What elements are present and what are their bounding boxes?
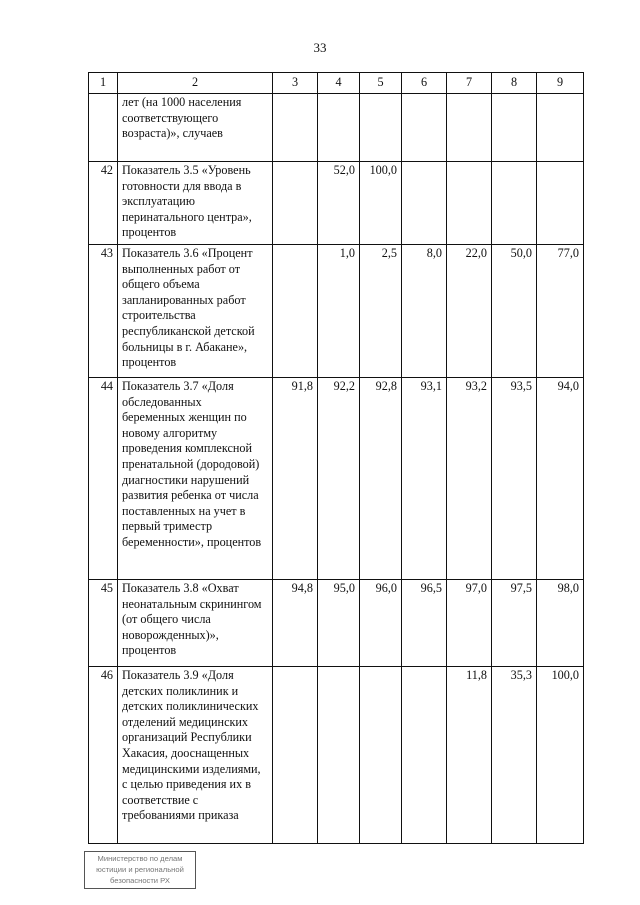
row-number: 46: [89, 667, 118, 844]
indicator-description: Показатель 3.5 «Уровень готовности для ввода в эксплуатацию перинатального центра», процентов: [118, 162, 273, 245]
value-cell: [360, 94, 402, 162]
row-number: [89, 94, 118, 162]
value-cell: 52,0: [318, 162, 360, 245]
value-cell: 22,0: [447, 245, 492, 378]
indicator-description: лет (на 1000 населения соответствующего возраста)», случаев: [118, 94, 273, 162]
value-cell: 35,3: [492, 667, 537, 844]
value-cell: 91,8: [273, 378, 318, 580]
table-row: [89, 245, 584, 378]
value-cell: 96,0: [360, 580, 402, 667]
value-cell: 93,1: [402, 378, 447, 580]
column-header: 6: [402, 73, 447, 94]
value-cell: 94,8: [273, 580, 318, 667]
value-cell: [537, 162, 584, 245]
value-cell: [447, 94, 492, 162]
value-cell: 100,0: [360, 162, 402, 245]
registration-stamp: [84, 851, 196, 889]
table-header-row: [89, 73, 584, 94]
value-cell: [492, 162, 537, 245]
value-cell: 97,0: [447, 580, 492, 667]
value-cell: 2,5: [360, 245, 402, 378]
column-header: 2: [118, 73, 273, 94]
value-cell: 94,0: [537, 378, 584, 580]
column-header: 7: [447, 73, 492, 94]
page-number: 33: [313, 40, 327, 55]
row-number: 42: [89, 162, 118, 245]
indicators-table: [88, 72, 584, 844]
stamp-line: безопасности РХ: [110, 876, 170, 885]
value-cell: [318, 667, 360, 844]
value-cell: 92,8: [360, 378, 402, 580]
value-cell: [360, 667, 402, 844]
stamp-line: Министерство по делам: [97, 854, 183, 863]
value-cell: 11,8: [447, 667, 492, 844]
value-cell: [447, 162, 492, 245]
value-cell: 93,2: [447, 378, 492, 580]
value-cell: 8,0: [402, 245, 447, 378]
value-cell: [273, 245, 318, 378]
value-cell: 95,0: [318, 580, 360, 667]
table-row: [89, 162, 584, 245]
indicator-description: Показатель 3.6 «Процент выполненных работ от общего объема запланированных работ строительства республиканской детской больницы в г. Абакане», процентов: [118, 245, 273, 378]
value-cell: [273, 94, 318, 162]
stamp-line: юстиции и региональной: [96, 865, 184, 874]
value-cell: 96,5: [402, 580, 447, 667]
value-cell: [318, 94, 360, 162]
value-cell: 1,0: [318, 245, 360, 378]
table-row: [89, 94, 584, 162]
value-cell: [537, 94, 584, 162]
value-cell: [402, 94, 447, 162]
table-row: [89, 580, 584, 667]
row-number: 43: [89, 245, 118, 378]
column-header: 3: [273, 73, 318, 94]
row-number: 45: [89, 580, 118, 667]
value-cell: 92,2: [318, 378, 360, 580]
column-header: 1: [89, 73, 118, 94]
column-header: 5: [360, 73, 402, 94]
indicator-description: Показатель 3.9 «Доля детских поликлиник и детских поликлинических отделений медицинских организаций Республики Хакасия, дооснащенных медицинскими изделиями, с целью приведения их в соответствие с требованиями приказа: [118, 667, 273, 844]
table-row: [89, 667, 584, 844]
table-row: [89, 378, 584, 580]
value-cell: 97,5: [492, 580, 537, 667]
value-cell: 77,0: [537, 245, 584, 378]
column-header: 8: [492, 73, 537, 94]
value-cell: [273, 162, 318, 245]
column-header: 9: [537, 73, 584, 94]
value-cell: 50,0: [492, 245, 537, 378]
value-cell: 93,5: [492, 378, 537, 580]
indicator-description: Показатель 3.8 «Охват неонатальным скринингом (от общего числа новорожденных)», процентов: [118, 580, 273, 667]
value-cell: [402, 162, 447, 245]
value-cell: 98,0: [537, 580, 584, 667]
indicator-description: Показатель 3.7 «Доля обследованных беременных женщин по новому алгоритму проведения комплексной пренатальной (дородовой) диагностики нарушений развития ребенка от числа поставленных на учет в первый триместр беременности», процентов: [118, 378, 273, 580]
value-cell: [273, 667, 318, 844]
row-number: 44: [89, 378, 118, 580]
value-cell: [402, 667, 447, 844]
column-header: 4: [318, 73, 360, 94]
value-cell: 100,0: [537, 667, 584, 844]
value-cell: [492, 94, 537, 162]
